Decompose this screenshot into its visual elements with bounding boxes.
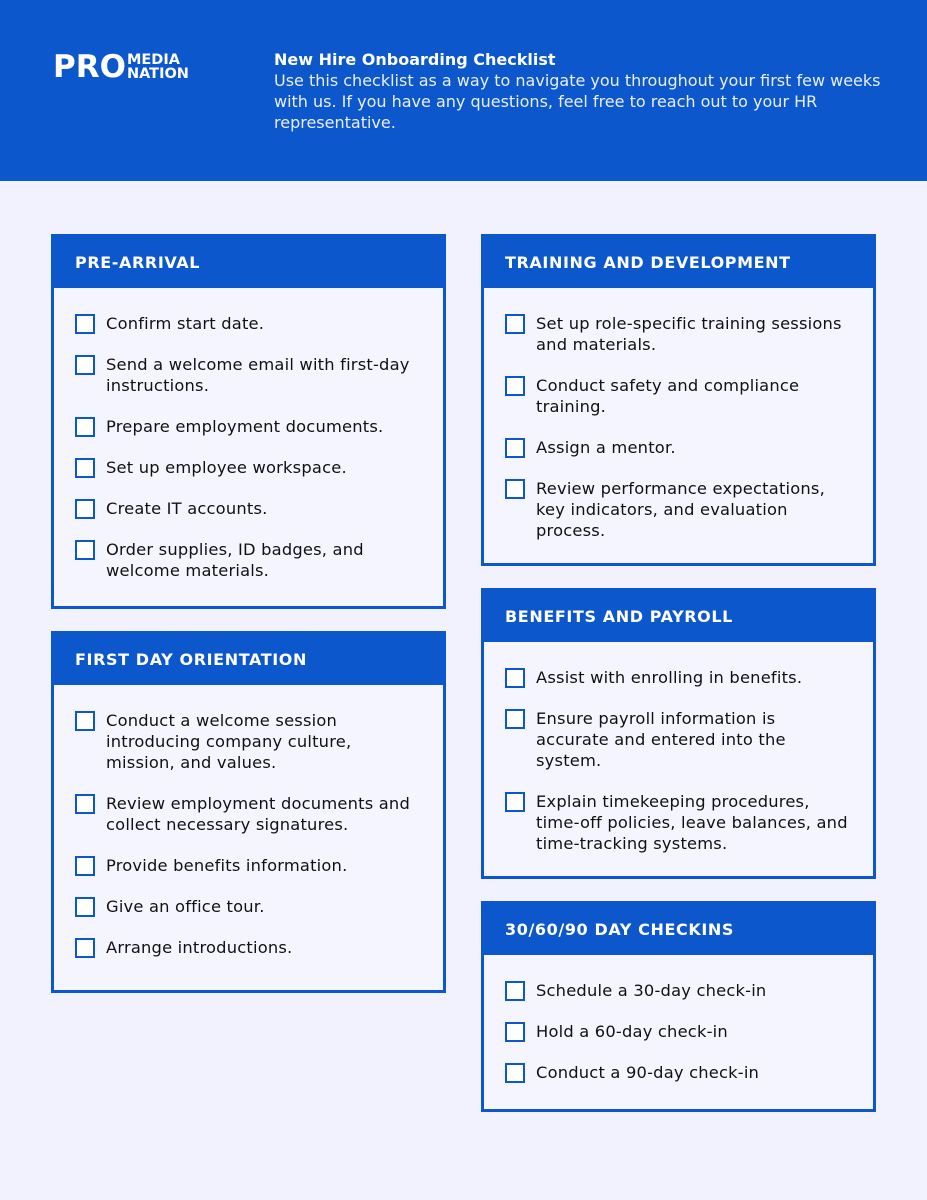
checklist-item <box>75 896 423 917</box>
checklist <box>484 288 873 541</box>
checkbox[interactable] <box>505 438 525 458</box>
checklist-item <box>505 437 853 458</box>
section-training-and-development <box>481 234 876 566</box>
checklist-item <box>75 793 423 835</box>
checklist-item-label: Ensure payroll information is accurate and entered into the system. <box>536 709 786 770</box>
section-benefits-and-payroll <box>481 588 876 879</box>
checklist-item <box>75 457 423 478</box>
checklist-item <box>75 416 423 437</box>
checklist-item <box>75 855 423 876</box>
checklist-item-label: Review performance expectations, key indicators, and evaluation process. <box>536 479 825 540</box>
checkbox[interactable] <box>505 479 525 499</box>
checklist-item-label: Set up role-specific training sessions and materials. <box>536 314 842 354</box>
checkbox[interactable] <box>505 981 525 1001</box>
checkbox[interactable] <box>75 314 95 334</box>
checkbox[interactable] <box>505 1063 525 1083</box>
checklist-item-label: Assign a mentor. <box>536 438 676 457</box>
section-title: TRAINING AND DEVELOPMENT <box>484 237 873 288</box>
checklist-item-label: Provide benefits information. <box>106 856 348 875</box>
checklist <box>484 955 873 1083</box>
section-30-60-90-day-checkins <box>481 901 876 1112</box>
checklist-item <box>75 937 423 958</box>
checklist-item-label: Set up employee workspace. <box>106 458 347 477</box>
checklist-item <box>505 791 853 854</box>
checklist-item-label: Hold a 60-day check-in <box>536 1022 728 1041</box>
checklist-item <box>75 498 423 519</box>
brand-logo <box>53 50 189 84</box>
checklist-item-label: Conduct a 90-day check-in <box>536 1063 760 1082</box>
checkbox[interactable] <box>505 668 525 688</box>
checkbox[interactable] <box>75 458 95 478</box>
section-pre-arrival <box>51 234 446 609</box>
checklist-item-label: Confirm start date. <box>106 314 265 333</box>
section-title: PRE-ARRIVAL <box>54 237 443 288</box>
checklist-item <box>75 313 423 334</box>
checklist-item-label: Give an office tour. <box>106 897 265 916</box>
checkbox[interactable] <box>75 711 95 731</box>
checklist-item-label: Conduct safety and compliance training. <box>536 376 800 416</box>
checklist-item-label: Conduct a welcome session introducing company culture, mission, and values. <box>106 711 352 772</box>
checklist-item-label: Create IT accounts. <box>106 499 268 518</box>
checklist-item-label: Assist with enrolling in benefits. <box>536 668 803 687</box>
checkbox[interactable] <box>75 794 95 814</box>
checklist-item-label: Explain timekeeping procedures, time-off policies, leave balances, and time-tracking systems. <box>536 792 848 853</box>
checklist-item <box>75 354 423 396</box>
checkbox[interactable] <box>75 499 95 519</box>
checkbox[interactable] <box>505 314 525 334</box>
checklist-item <box>505 667 853 688</box>
checklist-item-label: Schedule a 30-day check-in <box>536 981 767 1000</box>
checklist-item-label: Review employment documents and collect necessary signatures. <box>106 794 410 834</box>
checklist-item <box>505 478 853 541</box>
checklist-item <box>75 710 423 773</box>
checklist-item <box>505 375 853 417</box>
checkbox[interactable] <box>75 417 95 437</box>
checkbox[interactable] <box>75 938 95 958</box>
checklist-item-label: Arrange introductions. <box>106 938 293 957</box>
section-title: 30/60/90 DAY CHECKINS <box>484 904 873 955</box>
checklist <box>54 685 443 958</box>
checklist-item <box>505 980 853 1001</box>
checklist <box>54 288 443 581</box>
checkbox[interactable] <box>505 376 525 396</box>
checklist <box>484 642 873 854</box>
checkbox[interactable] <box>505 1022 525 1042</box>
page-title: New Hire Onboarding Checklist <box>274 50 556 69</box>
header-banner <box>0 0 927 181</box>
checkbox[interactable] <box>75 540 95 560</box>
checkbox[interactable] <box>75 856 95 876</box>
logo-media-nation <box>127 53 189 81</box>
intro-text: Use this checklist as a way to navigate you throughout your first few weeks with us. If you have any questions, feel free to reach out to your HR representative. <box>274 71 881 132</box>
checkbox[interactable] <box>505 709 525 729</box>
checkbox[interactable] <box>505 792 525 812</box>
logo-line-2: NATION <box>126 66 189 82</box>
checklist-item-label: Order supplies, ID badges, and welcome materials. <box>106 540 364 580</box>
logo-pro-text: PRO <box>53 49 126 85</box>
section-title: BENEFITS AND PAYROLL <box>484 591 873 642</box>
checklist-item-label: Prepare employment documents. <box>106 417 384 436</box>
checklist-item <box>505 1021 853 1042</box>
intro-block <box>274 50 894 133</box>
checklist-item <box>505 1062 853 1083</box>
checklist-item-label: Send a welcome email with first-day instructions. <box>106 355 410 395</box>
checklist-item <box>505 313 853 355</box>
checkbox[interactable] <box>75 897 95 917</box>
logo-line-1: MEDIA <box>126 52 180 68</box>
checklist-item <box>75 539 423 581</box>
checkbox[interactable] <box>75 355 95 375</box>
section-first-day-orientation <box>51 631 446 993</box>
checklist-item <box>505 708 853 771</box>
section-title: FIRST DAY ORIENTATION <box>54 634 443 685</box>
